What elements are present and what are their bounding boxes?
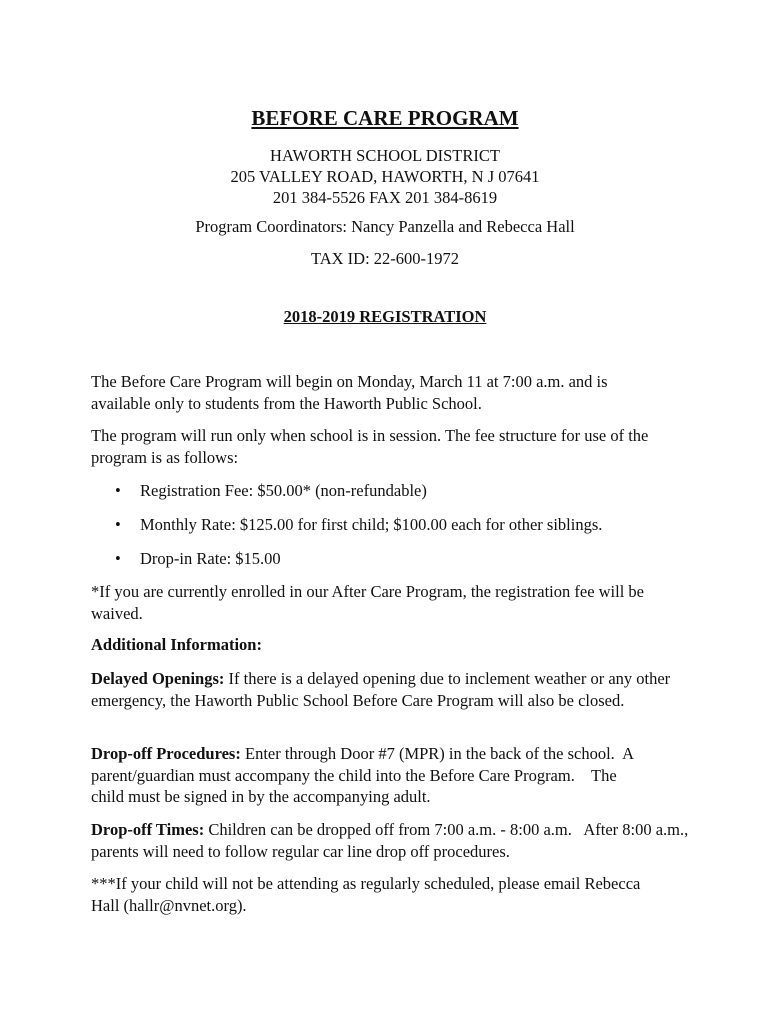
district-name: HAWORTH SCHOOL DISTRICT <box>270 146 500 165</box>
fee-intro-paragraph: The program will run only when school is in session. The fee structure for use of the program is as follows: <box>91 426 649 467</box>
dropoff-procedures <box>91 743 651 808</box>
text: Children can be dropped off from 7:00 a.m. - 8:00 a.m. After 8:00 a.m., parents will need to follow regular car line drop off procedures. <box>91 820 693 861</box>
label: Delayed Openings: <box>91 669 225 688</box>
coordinators: Program Coordinators: Nancy Panzella and Rebecca Hall <box>195 217 575 236</box>
registration-heading: 2018-2019 REGISTRATION <box>283 307 487 326</box>
fee-text: Monthly Rate: $125.00 for first child; $100.00 each for other siblings. <box>140 515 603 534</box>
label: Drop-off Times: <box>91 820 205 839</box>
additional-info-heading: Additional Information: <box>91 635 262 654</box>
dropoff-times <box>91 819 691 862</box>
text: If there is a delayed opening due to inclement weather or any other emergency, the Haworth Public School Before Care Program will also be closed. <box>91 669 671 710</box>
page-title: BEFORE CARE PROGRAM <box>251 106 519 130</box>
fee-item: • Drop-in Rate: $15.00 <box>115 549 281 568</box>
tax-id: TAX ID: 22-600-1972 <box>310 249 460 268</box>
fee-text: Registration Fee: $50.00* (non-refundable) <box>140 481 427 500</box>
fee-item: • Registration Fee: $50.00* (non-refundable) <box>115 481 427 500</box>
intro-paragraph: The Before Care Program will begin on Monday, March 11 at 7:00 a.m. and is available only to students from the Haworth Public School. <box>91 372 608 413</box>
email-note: ***If your child will not be attending as regularly scheduled, please email Rebecca Hall (hallr@nvnet.org). <box>91 874 641 915</box>
fee-text: Drop-in Rate: $15.00 <box>140 549 281 568</box>
label: Drop-off Procedures: <box>91 744 241 763</box>
delayed-openings <box>91 668 691 711</box>
phone-fax: 201 384-5526 FAX 201 384-8619 <box>272 188 498 207</box>
address: 205 VALLEY ROAD, HAWORTH, N J 07641 <box>230 167 540 186</box>
text: Enter through Door #7 (MPR) in the back of the school. A parent/guardian must accompany the child into the Before Care Program. The child must be signed in by the accompanying adult. <box>91 744 638 806</box>
fee-item: • Monthly Rate: $125.00 for first child; $100.00 each for other siblings. <box>115 515 603 534</box>
fee-note: *If you are currently enrolled in our After Care Program, the registration fee will be waived. <box>91 582 645 623</box>
